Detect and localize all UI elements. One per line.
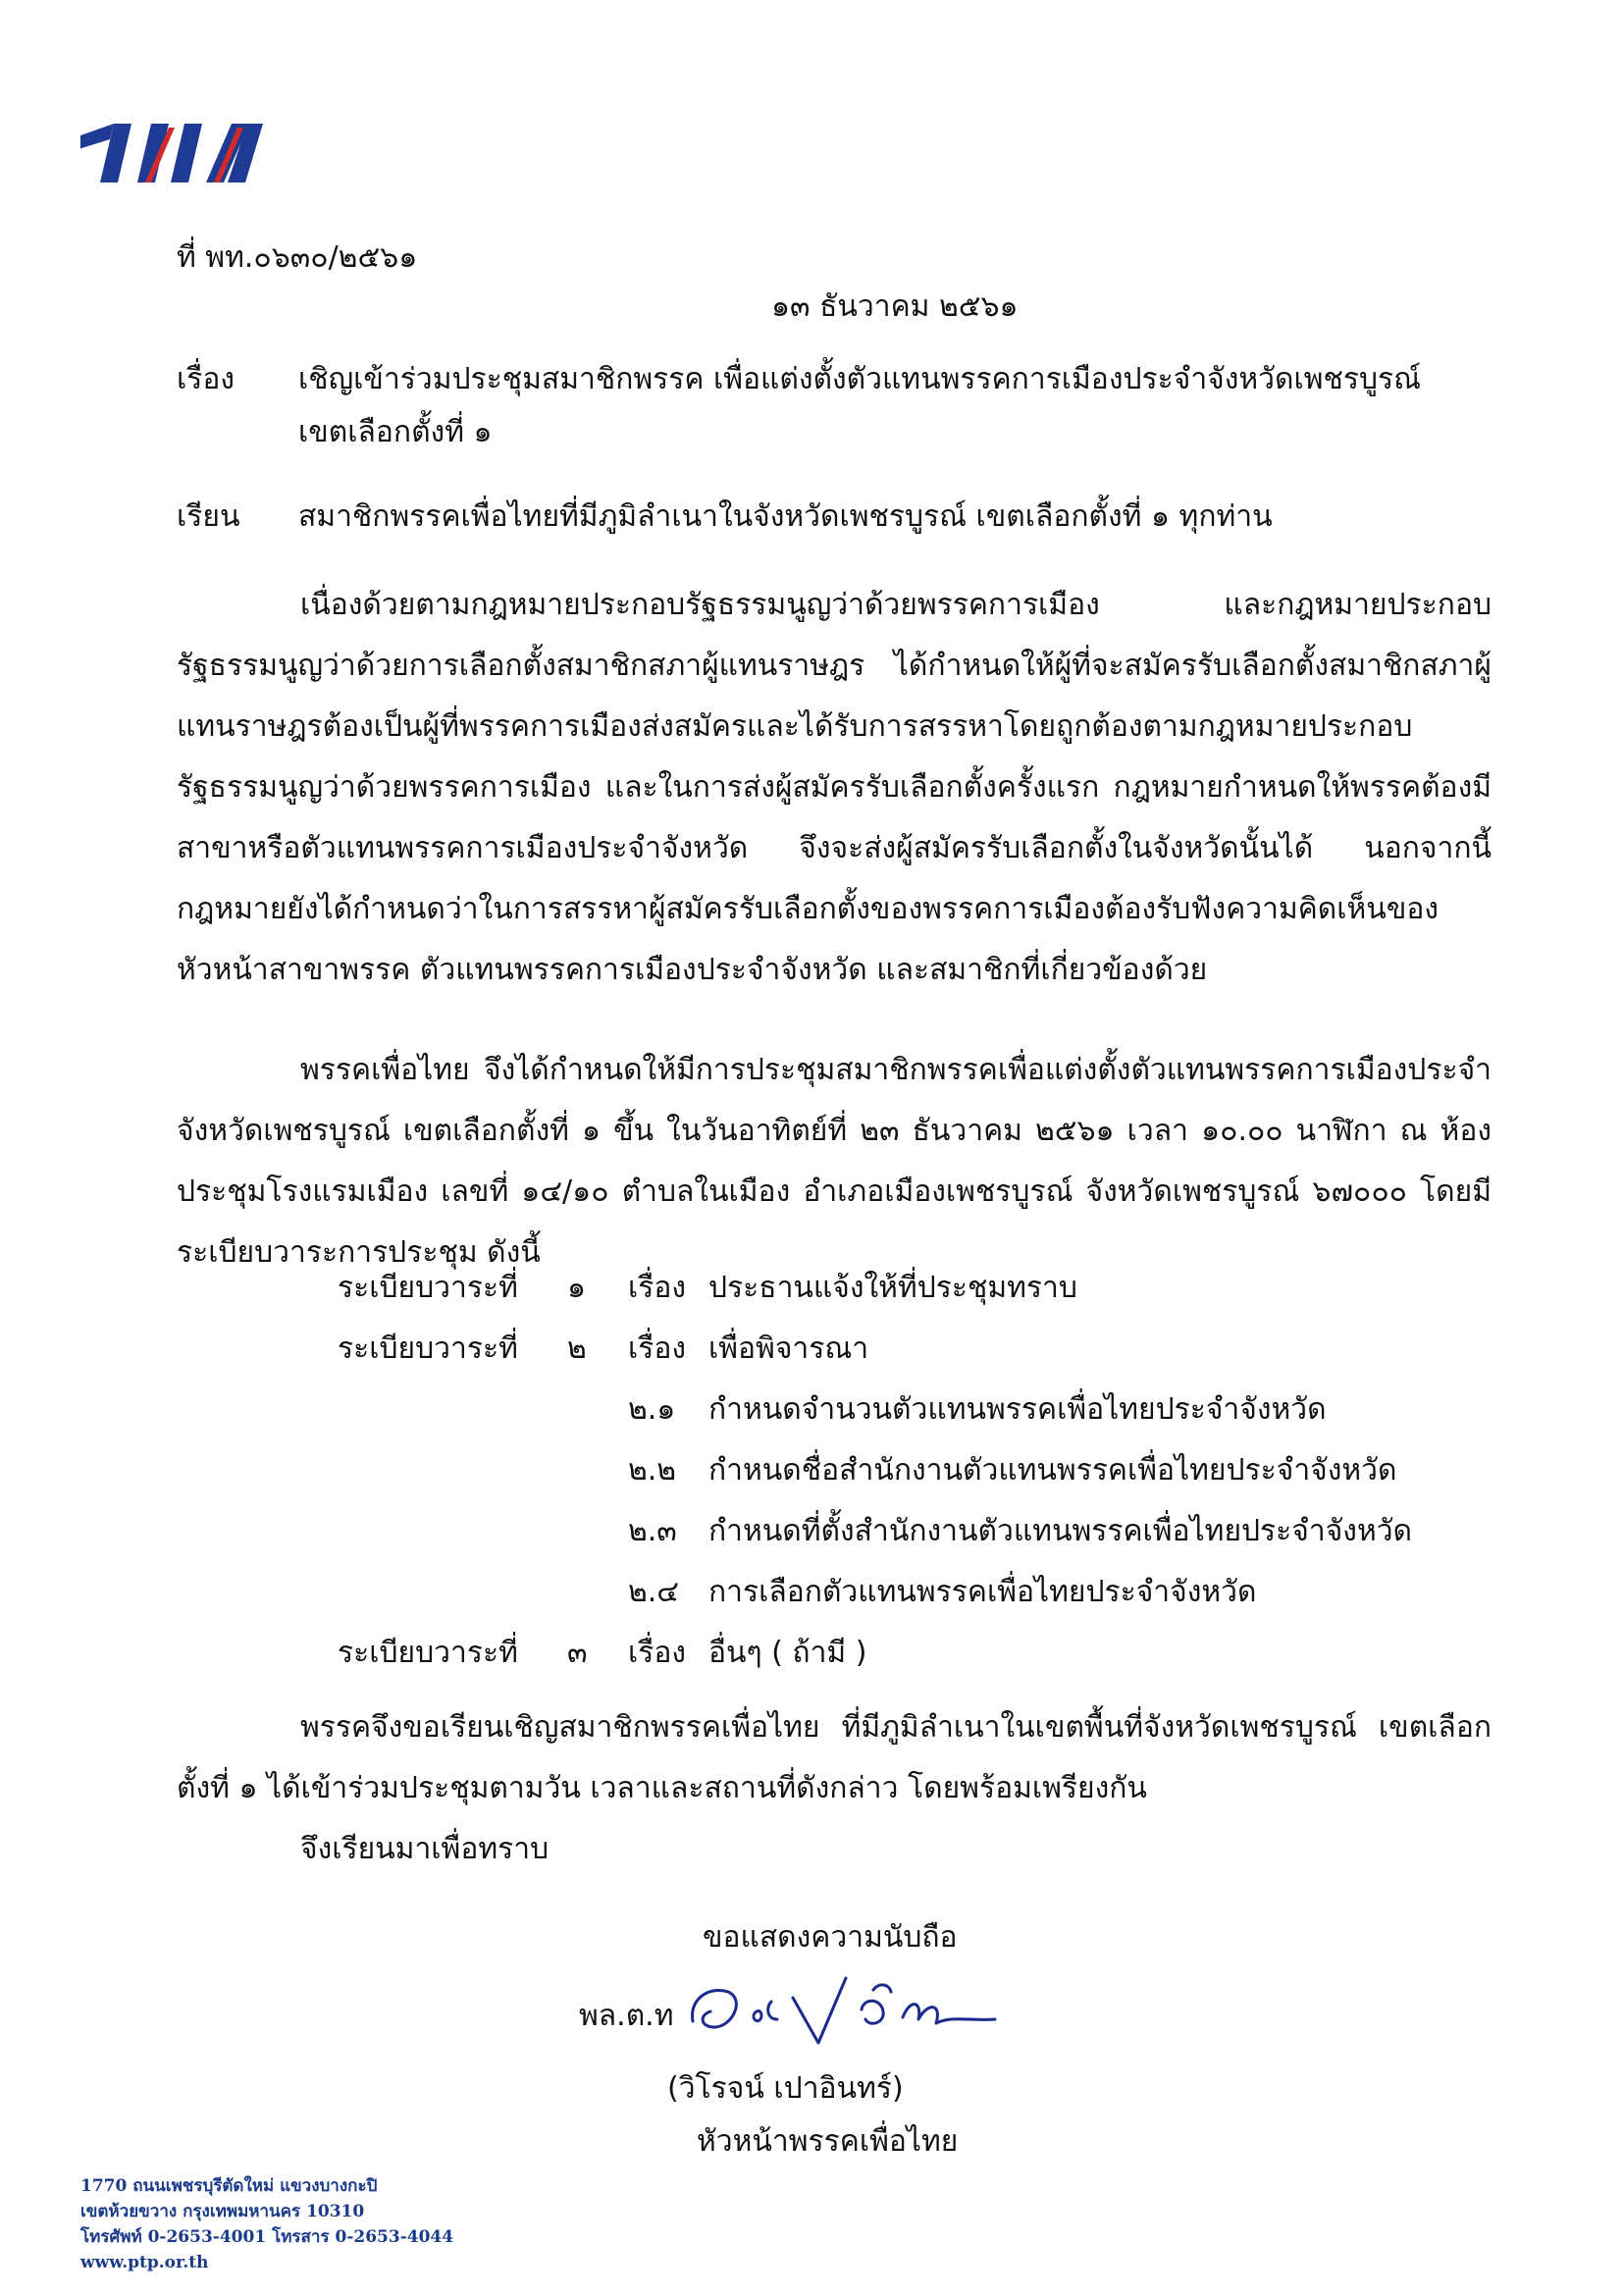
- agenda-subitem-text: กำหนดชื่อสำนักงานตัวแทนพรรคเพื่อไทยประจำจังหวัด: [708, 1453, 1397, 1487]
- agenda-keyword: เรื่อง: [628, 1331, 687, 1366]
- agenda-label: ระเบียบวาระที่: [338, 1636, 518, 1670]
- agenda-subitem-number: ๒.๑: [628, 1392, 676, 1427]
- signer-rank: พล.ต.ท: [579, 1999, 674, 2033]
- recipient-label: เรียน: [177, 499, 240, 534]
- regards-text: ขอแสดงความนับถือ: [703, 1920, 958, 1955]
- agenda-keyword: เรื่อง: [628, 1271, 687, 1305]
- agenda-subitem-number: ๒.๓: [628, 1514, 677, 1548]
- closing-sentence: จึงเรียนมาเพื่อทราบ: [300, 1832, 550, 1866]
- letter-date: ๑๓ ธันวาคม ๒๕๖๑: [771, 289, 1019, 324]
- agenda-label: ระเบียบวาระที่: [338, 1331, 518, 1366]
- agenda-number: ๒: [567, 1331, 587, 1366]
- footer-website: www.ptp.or.th: [80, 2253, 209, 2272]
- handwritten-signature: [671, 1958, 1005, 2070]
- footer-address-line: เขตห้วยขวาง กรุงเทพมหานคร 10310: [80, 2202, 365, 2221]
- agenda-label: ระเบียบวาระที่: [338, 1271, 518, 1305]
- signer-position: หัวหน้าพรรคเพื่อไทย: [697, 2124, 959, 2159]
- subject-label: เรื่อง: [177, 362, 236, 396]
- footer-address-line: 1770 ถนนเพชรบุรีตัดใหม่ แขวงบางกะปิ: [80, 2176, 378, 2196]
- agenda-text: ประธานแจ้งให้ที่ประชุมทราบ: [708, 1271, 1077, 1305]
- body-paragraph-1: เนื่องด้วยตามกฎหมายประกอบรัฐธรรมนูญว่าด้วยพรรคการเมือง และกฎหมายประกอบรัฐธรรมนูญว่าด้วยการเลือกตั้งสมาชิกสภาผู้แทนราษฎร ได้กำหนดให้ผู้ที่จะสมัครรับเลือกตั้งสมาชิกสภาผู้แทนราษฎรต้องเป็นผู้ที่พรรคการเมืองส่งสมัครและได้รับการสรรหาโดยถูกต้องตามกฎหมายประกอบรัฐธรรมนูญว่าด้วยพรรคการเมือง และในการส่งผู้สมัครรับเลือกตั้งครั้งแรก กฎหมายกำหนดให้พรรคต้องมีสาขาหรือตัวแทนพรรคการเมืองประจำจังหวัด จึงจะส่งผู้สมัครรับเลือกตั้งในจังหวัดนั้นได้ นอกจากนี้กฎหมายยังได้กำหนดว่าในการสรรหาผู้สมัครรับเลือกตั้งของพรรคการเมืองต้องรับฟังความคิดเห็นของหัวหน้าสาขาพรรค ตัวแทนพรรคการเมืองประจำจังหวัด และสมาชิกที่เกี่ยวข้องด้วย: [177, 588, 1492, 987]
- subject-line-2: เขตเลือกตั้งที่ ๑: [298, 415, 493, 449]
- agenda-subitem-text: กำหนดที่ตั้งสำนักงานตัวแทนพรรคเพื่อไทยประจำจังหวัด: [708, 1514, 1413, 1548]
- agenda-number: ๑: [567, 1271, 587, 1305]
- recipient-text: สมาชิกพรรคเพื่อไทยที่มีภูมิลำเนาในจังหวัดเพชรบูรณ์ เขตเลือกตั้งที่ ๑ ทุกท่าน: [298, 499, 1273, 534]
- agenda-subitem-number: ๒.๒: [628, 1453, 677, 1487]
- agenda-text: เพื่อพิจารณา: [708, 1331, 869, 1366]
- closing-block: [177, 1697, 1492, 1880]
- agenda-text: อื่นๆ ( ถ้ามี ): [708, 1636, 867, 1670]
- closing-paragraph: พรรคจึงขอเรียนเชิญสมาชิกพรรคเพื่อไทย ที่มีภูมิลำเนาในเขตพื้นที่จังหวัดเพชรบูรณ์ เขตเลือกตั้งที่ ๑ ได้เข้าร่วมประชุมตามวัน เวลาและสถานที่ดังกล่าว โดยพร้อมเพรียงกัน: [177, 1710, 1492, 1805]
- agenda-subitem-text: กำหนดจำนวนตัวแทนพรรคเพื่อไทยประจำจังหวัด: [708, 1392, 1327, 1427]
- party-logo: [80, 84, 277, 202]
- subject-line-1: เชิญเข้าร่วมประชุมสมาชิกพรรค เพื่อแต่งตั้งตัวแทนพรรคการเมืองประจำจังหวัดเพชรบูรณ์: [298, 362, 1421, 396]
- letter-body: [177, 575, 1492, 1283]
- agenda-subitem-number: ๒.๔: [628, 1575, 680, 1609]
- agenda-subitem-text: การเลือกตัวแทนพรรคเพื่อไทยประจำจังหวัด: [708, 1575, 1257, 1609]
- reference-number: ที่ พท.๐๖๓๐/๒๕๖๑: [177, 240, 418, 275]
- agenda-item: [338, 1258, 518, 1319]
- footer-contact-line: โทรศัพท์ 0-2653-4001 โทรสาร 0-2653-4044: [80, 2227, 454, 2247]
- signer-name: (วิโรจน์ เปาอินทร์): [667, 2071, 904, 2106]
- footer-address: [80, 2173, 453, 2275]
- agenda-number: ๓: [567, 1636, 588, 1670]
- body-paragraph-2: พรรคเพื่อไทย จึงได้กำหนดให้มีการประชุมสมาชิกพรรคเพื่อแต่งตั้งตัวแทนพรรคการเมืองประจำจังหวัดเพชรบูรณ์ เขตเลือกตั้งที่ ๑ ขึ้น ในวันอาทิตย์ที่ ๒๓ ธันวาคม ๒๕๖๑ เวลา ๑๐.๐๐ นาฬิกา ณ ห้องประชุมโรงแรมเมือง เลขที่ ๑๔/๑๐ ตำบลในเมือง อำเภอเมืองเพชรบูรณ์ จังหวัดเพชรบูรณ์ ๖๗๐๐๐ โดยมีระเบียบวาระการประชุม ดังนี้: [177, 1053, 1492, 1270]
- agenda-keyword: เรื่อง: [628, 1636, 687, 1670]
